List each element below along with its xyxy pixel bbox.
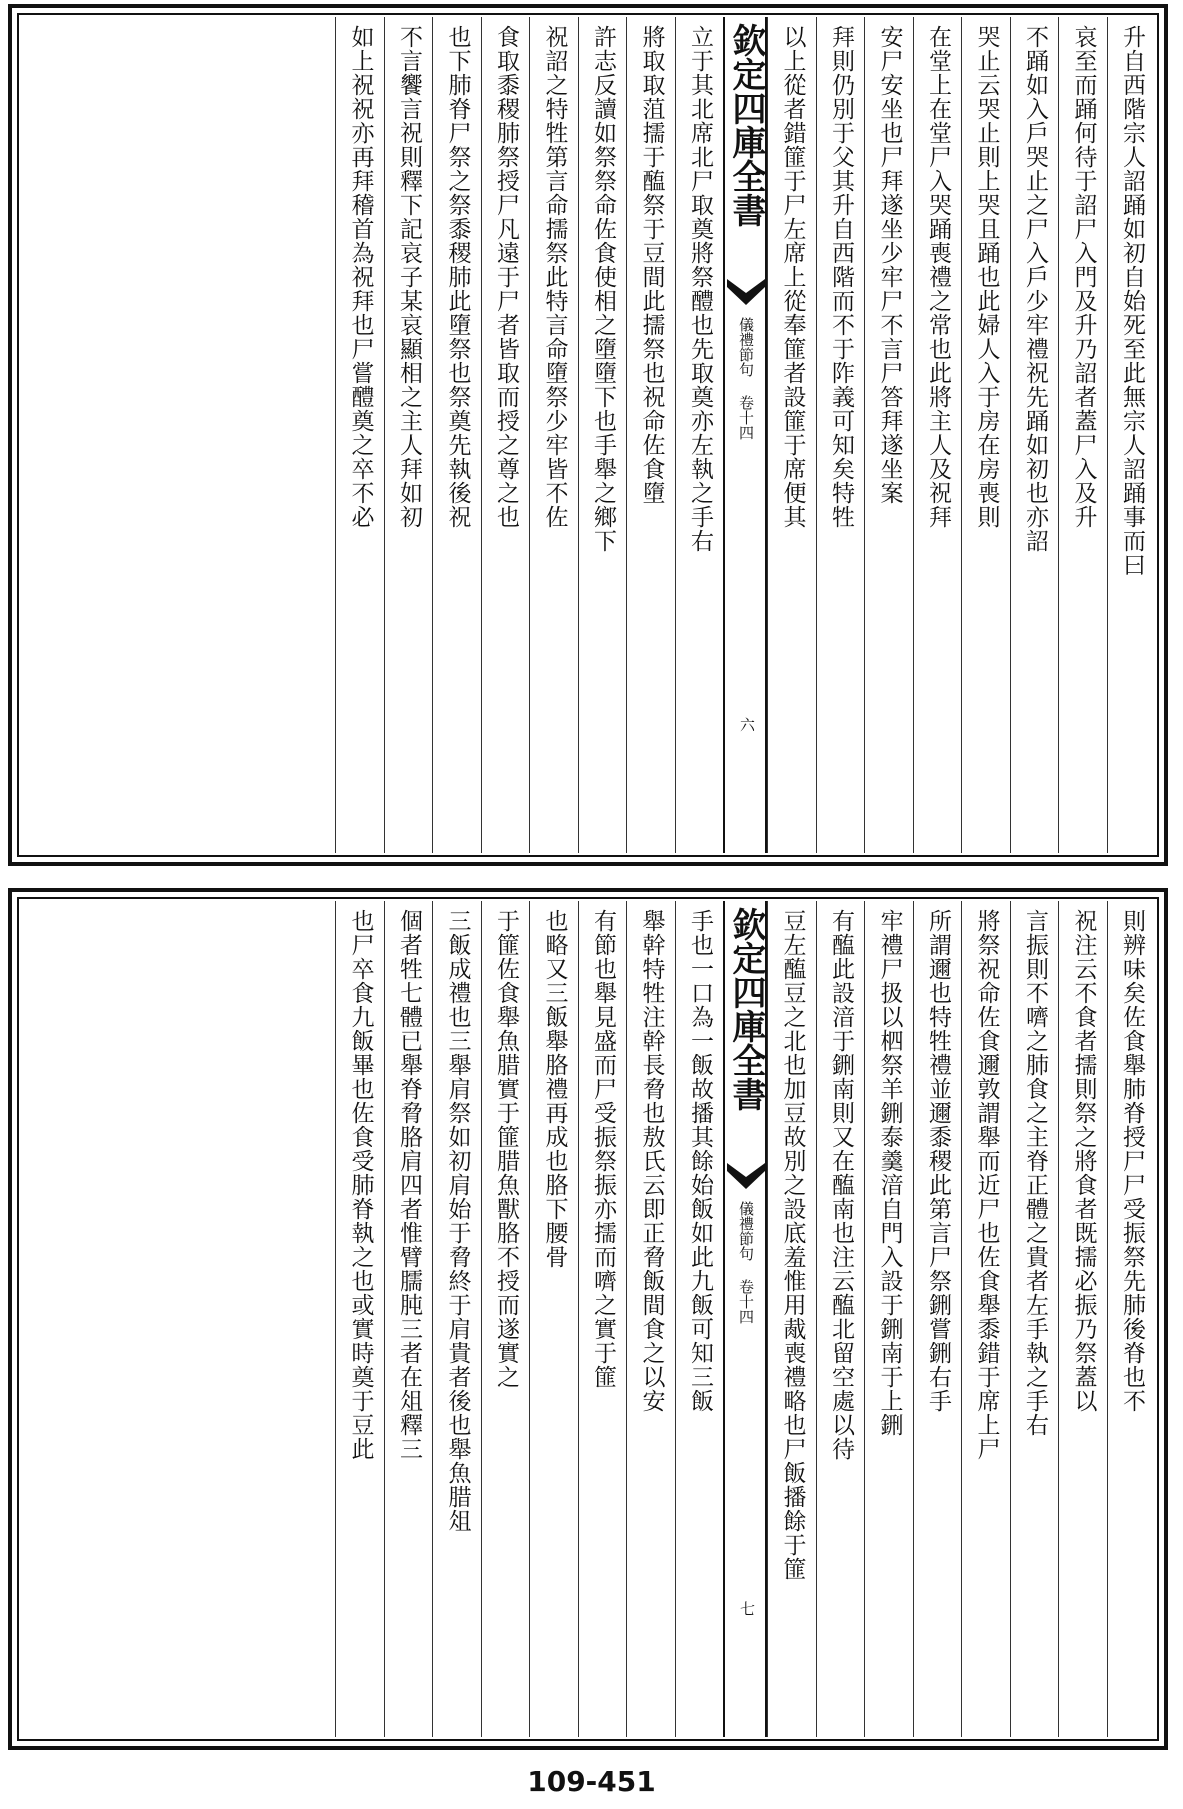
text-column: 言振則不嚌之肺食之主脊正體之貴者左手執之手右 — [1010, 901, 1059, 1737]
folio-number: 七 — [738, 1601, 756, 1616]
text-column: 也尸卒食九飯畢也佐食受肺脊執之也或實時奠于豆此 — [335, 901, 384, 1737]
text-column: 許志反讀如祭祭命佐食使相之墮墮下也手舉之鄉下 — [578, 17, 627, 853]
upper-text-block — [21, 17, 1155, 853]
text-column: 個者牲七體已舉脊脅胳肩四者惟臂臑肫三者在俎釋三 — [384, 901, 433, 1737]
text-column: 有醢此設湆于鉶南則又在醢南也注云醢北留空處以待 — [816, 901, 865, 1737]
fish-tail-icon — [727, 1163, 765, 1189]
book-label: 儀禮節句 卷十四 — [737, 317, 755, 440]
text-column: 豆左醢豆之北也加豆故別之設底羞惟用胾喪禮略也尸飯播餘于篚 — [767, 901, 816, 1737]
fish-tail-icon — [727, 279, 765, 305]
text-column: 拜則仍別于父其升自西階而不于阼義可知矣特牲 — [816, 17, 865, 853]
text-column: 于篚佐食舉魚腊實于篚腊魚獸胳不授而遂實之 — [481, 901, 530, 1737]
text-column: 舉幹特牲注幹長脅也敖氏云即正脅飯間食之以安 — [626, 901, 675, 1737]
text-column: 則辨味矣佐食舉肺脊授尸尸受振祭先肺後脊也不 — [1107, 901, 1156, 1737]
lower-page — [8, 888, 1168, 1750]
center-spine — [723, 901, 767, 1737]
text-column: 不言饗言祝則釋下記哀子某哀顯相之主人拜如初 — [384, 17, 433, 853]
text-column: 哀至而踊何待于詔尸入門及升乃詔者蓋尸入及升 — [1058, 17, 1107, 853]
text-column: 食取黍稷肺祭授尸凡遠于尸者皆取而授之尊之也 — [481, 17, 530, 853]
text-column: 以上從者錯篚于尸左席上從奉篚者設篚于席便其 — [767, 17, 816, 853]
text-column: 三飯成禮也三舉肩祭如初肩始于脅終于肩貴者後也舉魚腊俎 — [432, 901, 481, 1737]
text-column: 如上祝祝亦再拜稽首為祝拜也尸嘗醴奠之卒不必 — [335, 17, 384, 853]
text-column: 將取取菹擩于醢祭于豆間此擩祭也祝命佐食墮 — [626, 17, 675, 853]
text-column: 所謂邇也特牲禮並邇黍稷此第言尸祭鉶嘗鉶右手 — [913, 901, 962, 1737]
text-column: 有節也舉見盛而尸受振祭振亦擩而嚌之實于篚 — [578, 901, 627, 1737]
text-column: 在堂上在堂尸入哭踊喪禮之常也此將主人及祝拜 — [913, 17, 962, 853]
text-column: 哭止云哭止則上哭且踊也此婦人入于房在房喪則 — [961, 17, 1010, 853]
text-column: 祝注云不食者擩則祭之將食者既擩必振乃祭蓋以 — [1058, 901, 1107, 1737]
collection-title: 欽定四庫全書 — [726, 23, 766, 227]
text-column: 也下肺脊尸祭之祭黍稷肺此墮祭也祭奠先執後祝 — [432, 17, 481, 853]
folio-number: 六 — [738, 717, 756, 732]
text-column: 安尸安坐也尸拜遂坐少牢尸不言尸答拜遂坐案 — [864, 17, 913, 853]
text-column: 也略又三飯舉胳禮再成也胳下腰骨 — [529, 901, 578, 1737]
book-label: 儀禮節句 卷十四 — [737, 1201, 755, 1324]
text-column: 立于其北席北尸取奠將祭醴也先取奠亦左執之手右 — [675, 17, 724, 853]
page-number: 109-451 — [527, 1765, 656, 1798]
upper-page — [8, 4, 1168, 866]
text-column: 手也一口為一飯故播其餘始飯如此九飯可知三飯 — [675, 901, 724, 1737]
text-column: 牢禮尸扱以柶祭羊鉶泰羹湆自門入設于鉶南于上鉶 — [864, 901, 913, 1737]
text-column: 不踊如入戶哭止之尸入戶少牢禮祝先踊如初也亦詔 — [1010, 17, 1059, 853]
collection-title: 欽定四庫全書 — [726, 907, 766, 1111]
text-column: 祝詔之特牲第言命擩祭此特言命墮祭少牢皆不佐 — [529, 17, 578, 853]
text-column: 升自西階宗人詔踊如初自始死至此無宗人詔踊事而曰 — [1107, 17, 1156, 853]
center-spine — [723, 17, 767, 853]
lower-text-block — [21, 901, 1155, 1737]
text-column: 將祭祝命佐食邇敦謂舉而近尸也佐食舉黍錯于席上尸 — [961, 901, 1010, 1737]
